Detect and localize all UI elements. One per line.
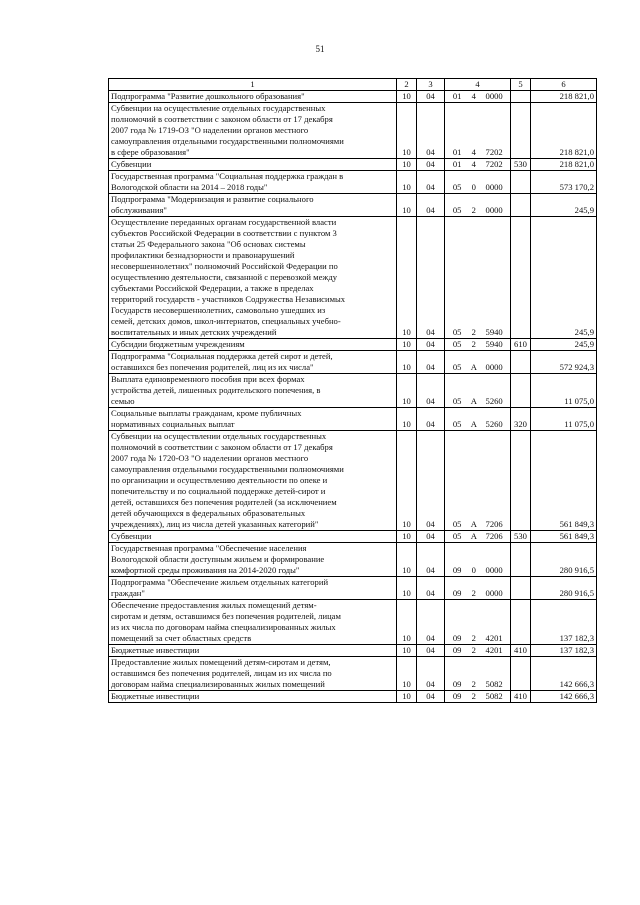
amount-value: 561 849,3 [531,431,597,531]
row-description: Государственная программа "Обеспечение населения Вологодской области доступным жильем и формирование комфортной среды проживания на 2014-2020 годы" [109,543,397,577]
column-header: 6 [531,79,597,91]
section-code: 10 [397,171,417,194]
subsection-code: 04 [417,171,445,194]
program-code: 01 [452,147,462,157]
row-description: Подпрограмма "Развитие дошкольного образования" [109,91,397,103]
amount-value: 280 916,5 [531,577,597,600]
target-article-code [445,577,511,600]
amount-value: 218 821,0 [531,103,597,159]
column-header: 3 [417,79,445,91]
program-code: 09 [452,645,462,655]
row-description: Субвенции на осуществление отдельных государственных полномочий в соответствии с законом области от 17 декабря 2007 года № 1719-ОЗ "О наделении органов местного самоуправления отдельными государственными полномочиями в сфере образования" [109,103,397,159]
section-code: 10 [397,194,417,217]
table-row [109,339,597,351]
subsection-code: 04 [417,159,445,171]
row-description: Выплата единовременного пособия при всех формах устройства детей, лишенных родительского попечения, в семью [109,374,397,408]
direction-code: 7206 [485,519,503,529]
section-code: 10 [397,691,417,703]
table-row [109,691,597,703]
table-header-row [109,79,597,91]
subsection-code: 04 [417,194,445,217]
subsection-code: 04 [417,374,445,408]
table-row [109,374,597,408]
target-article-code [445,159,511,171]
expense-type-code [511,600,531,645]
target-article-code [445,691,511,703]
target-article-code [445,217,511,339]
section-code: 10 [397,217,417,339]
row-description: Социальные выплаты гражданам, кроме публичных нормативных социальных выплат [109,408,397,431]
subsection-code: 04 [417,600,445,645]
section-code: 10 [397,431,417,531]
table-row [109,577,597,600]
row-description: Предоставление жилых помещений детям-сиротам и детям, оставшимся без попечения родителей, лицам из их числа по договорам найма специализированных жилых помещений [109,657,397,691]
section-code: 10 [397,657,417,691]
expense-type-code [511,194,531,217]
target-article-code [445,374,511,408]
direction-code: 4201 [485,633,503,643]
table-row [109,657,597,691]
direction-code: 5940 [485,339,503,349]
amount-value: 11 075,0 [531,408,597,431]
program-code: 09 [452,633,462,643]
expense-type-code [511,217,531,339]
amount-value: 280 916,5 [531,543,597,577]
direction-code: 5260 [485,396,503,406]
direction-code: 0000 [485,588,503,598]
subprogram-code: А [470,396,477,406]
subsection-code: 04 [417,103,445,159]
column-header: 5 [511,79,531,91]
target-article-code [445,645,511,657]
section-code: 10 [397,339,417,351]
subprogram-code: А [470,519,477,529]
table-row [109,408,597,431]
target-article-code [445,339,511,351]
program-code: 05 [452,182,462,192]
table-row [109,159,597,171]
program-code: 01 [452,91,462,101]
table-row [109,91,597,103]
program-code: 05 [452,339,462,349]
direction-code: 7206 [485,531,503,541]
row-description: Осуществление переданных органам государственной власти субъектов Российской Федерации в соответствии с пунктом 3 статьи 25 Федерального закона "Об основах системы профилактики безнадзорности и правонарушений несовершеннолетних" полномочий Российской Федерации по осуществлению деятельности, связанной с перевозкой между субъектами Российской Федерации, а также в пределах территорий государств - участников Содружества Независимых Государств несовершеннолетних, самовольно ушедших из семей, детских домов, школ-интернатов, специальных учебно- воспитательных и иных детских учреждений [109,217,397,339]
target-article-code [445,657,511,691]
program-code: 05 [452,519,462,529]
program-code: 09 [452,679,462,689]
program-code: 09 [452,565,462,575]
expense-type-code [511,657,531,691]
expense-type-code [511,431,531,531]
subprogram-code: 0 [471,565,476,575]
subsection-code: 04 [417,431,445,531]
target-article-code [445,531,511,543]
subprogram-code: А [470,419,477,429]
program-code: 05 [452,396,462,406]
target-article-code [445,408,511,431]
page-number: 51 [315,44,325,54]
row-description: Подпрограмма "Модернизация и развитие социального обслуживания" [109,194,397,217]
amount-value: 137 182,3 [531,645,597,657]
table-row [109,543,597,577]
amount-value: 561 849,3 [531,531,597,543]
table-row [109,351,597,374]
subprogram-code: А [470,362,477,372]
program-code: 05 [452,327,462,337]
amount-value: 218 821,0 [531,159,597,171]
table-row [109,431,597,531]
program-code: 09 [452,691,462,701]
expense-type-code: 410 [511,691,531,703]
subsection-code: 04 [417,217,445,339]
row-description: Обеспечение предоставления жилых помещений детям- сиротам и детям, оставшимся без попечения родителей, лицам из их числа по договорам найма специализированных жилых помещений за счет областных средств [109,600,397,645]
section-code: 10 [397,159,417,171]
target-article-code [445,91,511,103]
column-header: 4 [445,79,511,91]
table-body [109,91,597,703]
expense-type-code [511,543,531,577]
direction-code: 5940 [485,327,503,337]
amount-value: 573 170,2 [531,171,597,194]
amount-value: 572 924,3 [531,351,597,374]
program-code: 05 [452,362,462,372]
target-article-code [445,600,511,645]
table-row [109,194,597,217]
direction-code: 5082 [485,679,503,689]
amount-value: 245,9 [531,339,597,351]
subprogram-code: 2 [471,633,476,643]
expense-type-code: 410 [511,645,531,657]
program-code: 05 [452,419,462,429]
row-description: Бюджетные инвестиции [109,645,397,657]
direction-code: 5260 [485,419,503,429]
row-description: Государственная программа "Социальная поддержка граждан в Вологодской области на 2014 – 2018 годы" [109,171,397,194]
direction-code: 0000 [485,362,503,372]
budget-table [108,78,597,703]
subsection-code: 04 [417,408,445,431]
section-code: 10 [397,600,417,645]
subsection-code: 04 [417,577,445,600]
section-code: 10 [397,577,417,600]
amount-value: 245,9 [531,217,597,339]
section-code: 10 [397,408,417,431]
amount-value: 245,9 [531,194,597,217]
program-code: 01 [452,159,462,169]
section-code: 10 [397,374,417,408]
table-row [109,645,597,657]
subsection-code: 04 [417,351,445,374]
expense-type-code: 530 [511,531,531,543]
subprogram-code: 2 [471,327,476,337]
amount-value: 218 821,0 [531,91,597,103]
expense-type-code [511,374,531,408]
row-description: Субсидии бюджетным учреждениям [109,339,397,351]
section-code: 10 [397,531,417,543]
subprogram-code: 2 [471,691,476,701]
expense-type-code: 530 [511,159,531,171]
target-article-code [445,171,511,194]
row-description: Подпрограмма "Обеспечение жильем отдельных категорий граждан" [109,577,397,600]
direction-code: 4201 [485,645,503,655]
direction-code: 0000 [485,182,503,192]
subsection-code: 04 [417,657,445,691]
subprogram-code: 4 [471,159,476,169]
subsection-code: 04 [417,691,445,703]
subprogram-code: 2 [471,205,476,215]
table-row [109,531,597,543]
expense-type-code [511,351,531,374]
target-article-code [445,431,511,531]
expense-type-code [511,171,531,194]
row-description: Субвенции [109,531,397,543]
row-description: Субвенции на осуществлении отдельных государственных полномочий в соответствии с законом области от 17 декабря 2007 года № 1720-ОЗ "О наделении органов местного самоуправления отдельными государственными полномочиями по организации и осуществлению деятельности по опеке и попечительству и по социальной поддержке детей-сирот и детей, оставшихся без попечения родителей (за исключением детей обучающихся в федеральных образовательных учреждениях), лиц из числа детей указанных категорий" [109,431,397,531]
section-code: 10 [397,351,417,374]
column-header: 2 [397,79,417,91]
section-code: 10 [397,91,417,103]
direction-code: 0000 [485,565,503,575]
subprogram-code: А [470,531,477,541]
expense-type-code: 320 [511,408,531,431]
subprogram-code: 2 [471,645,476,655]
amount-value: 137 182,3 [531,600,597,645]
column-header: 1 [109,79,397,91]
section-code: 10 [397,543,417,577]
section-code: 10 [397,645,417,657]
target-article-code [445,194,511,217]
expense-type-code [511,91,531,103]
subprogram-code: 0 [471,182,476,192]
subsection-code: 04 [417,543,445,577]
subprogram-code: 4 [471,91,476,101]
subprogram-code: 4 [471,147,476,157]
subsection-code: 04 [417,645,445,657]
subprogram-code: 2 [471,679,476,689]
direction-code: 7202 [485,147,503,157]
program-code: 05 [452,531,462,541]
subprogram-code: 2 [471,588,476,598]
target-article-code [445,543,511,577]
direction-code: 5082 [485,691,503,701]
table-row [109,217,597,339]
subsection-code: 04 [417,91,445,103]
direction-code: 0000 [485,205,503,215]
table-row [109,103,597,159]
subsection-code: 04 [417,339,445,351]
subsection-code: 04 [417,531,445,543]
expense-type-code [511,103,531,159]
direction-code: 7202 [485,159,503,169]
amount-value: 142 666,3 [531,657,597,691]
program-code: 05 [452,205,462,215]
row-description: Бюджетные инвестиции [109,691,397,703]
expense-type-code [511,577,531,600]
section-code: 10 [397,103,417,159]
subprogram-code: 2 [471,339,476,349]
expense-type-code: 610 [511,339,531,351]
table-row [109,600,597,645]
table-row [109,171,597,194]
amount-value: 142 666,3 [531,691,597,703]
amount-value: 11 075,0 [531,374,597,408]
direction-code: 0000 [485,91,503,101]
row-description: Субвенции [109,159,397,171]
target-article-code [445,103,511,159]
row-description: Подпрограмма "Социальная поддержка детей сирот и детей, оставшихся без попечения родителей, лиц из их числа" [109,351,397,374]
program-code: 09 [452,588,462,598]
target-article-code [445,351,511,374]
